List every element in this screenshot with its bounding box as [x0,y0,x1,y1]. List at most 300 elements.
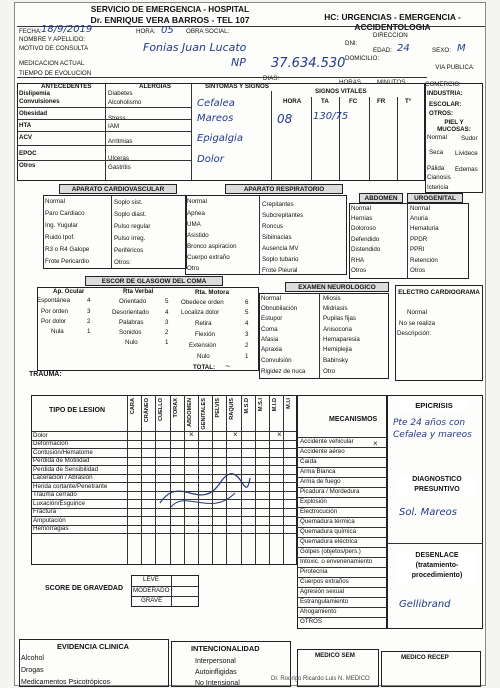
lesion-label: Deformacion [33,440,69,447]
resp-item: Subcrepitantes [262,212,304,219]
diagnostico-text[interactable]: Sol. Mareos [399,507,457,518]
antecedente-item: Obesidad [19,110,48,117]
dias-label: DIAS: [263,75,280,82]
glasgow-verbal: Palabras [119,319,144,326]
region-col-line [241,395,242,565]
region-col-line [269,395,270,565]
abdomen-item: Normal [351,205,371,212]
tiempo-label: TIEMPO DE EVOLUCION [19,70,92,77]
glasgow-total-mark: ~ [225,361,231,371]
nombre-value[interactable]: Fonias Juan Lucato [143,41,247,54]
piel-item: Lividece [455,150,478,157]
col-line [407,203,408,279]
antecedente-item: Arritmias [108,138,133,145]
cardio-item: Soplo sist. [114,199,143,206]
col-line [339,97,340,181]
urogenital-item: Retención [410,257,438,264]
antecedente-item: HTA [19,122,32,129]
mecanismo-item: Picadura / Mordedura [300,488,360,495]
cardio-item: R3 o R4 Galope [45,246,90,253]
fecha-label: FECHA: [19,28,42,35]
motivo-label: MOTIVO DE CONSULTA [19,45,89,52]
abdomen-item: RHA [351,257,365,264]
cardio-item: Normal [45,198,65,205]
edad-value[interactable]: 24 [397,43,410,54]
abdomen-item: Distendido [351,246,381,253]
check-mark: × [233,430,238,439]
antecedente-item: Dislipemia [19,90,50,97]
glasgow-score: 2 [165,329,169,336]
glasgow-score: 4 [245,320,249,327]
signos-col-fc: FC [349,98,358,105]
glasgow-score: 1 [87,328,91,335]
mecanismo-row-line [297,587,387,588]
urogenital-item: Hematuria [410,225,439,232]
mecanismo-item: Arma Blanca [300,468,336,475]
edad-label: EDAD: [373,47,392,54]
region-col-line [198,395,199,565]
cardio-item: Ing. Yugular [45,222,78,229]
mecanismo-row-line [297,557,387,558]
mecanismo-row-line [297,447,387,448]
mecanismo-row-line [297,497,387,498]
ecg-descripcion: Descripción: [397,330,432,337]
region-label-torax: TORAX [172,398,179,418]
sexo-value[interactable]: M [457,43,466,54]
cardio-item: Frote Pericardio [45,258,90,265]
mecanismo-item: OTROS [300,618,323,625]
check-mark: × [277,430,282,439]
resp-item: Asistido [187,232,209,239]
rule [17,77,427,78]
obra-social-label: OBRA SOCIAL: [186,28,230,35]
signos-head: SIGNOS VITALES [315,88,367,95]
hora-value[interactable]: 05 [161,25,174,36]
signos-col-t: T° [405,98,412,105]
trauma-label: TRAUMA: [29,371,62,378]
intencionalidad-item: Autoinfligidas [195,669,237,676]
emergency-form [14,2,486,686]
resp-item: Sibilnacias [262,234,292,241]
antecedente-item: ACV [19,134,33,141]
neuro-item: Normal [261,295,281,302]
glasgow-score: 5 [245,309,249,316]
mecanismo-item: Caída [300,458,317,465]
antecedente-item: Ulceras [108,155,129,162]
piel-item: Seca [429,149,444,156]
region-label-pelvis: PELVIS [215,398,222,418]
resp-item: Normal [187,198,207,205]
resp-item: Apnea [187,210,205,217]
mecanismo-row-line [297,607,387,608]
escolar-label: ESCOLAR: [429,101,462,108]
region-label-cuello: CUELLO [158,398,165,421]
rule [17,160,191,161]
lesion-row-line [31,508,297,509]
cardio-item: Soplo diast. [114,211,147,218]
glasgow-verbal: Orientado [119,298,147,305]
lesion-label: Fractura [33,508,57,515]
region-col-line [184,395,185,565]
region-label-msd: M.S.D [243,398,250,414]
sintomas-head: SINTOMAS Y SIGNOS [205,83,269,90]
lesion-label: Laceración / Abrasión [33,474,93,481]
lesion-row-line [31,516,297,517]
col-line [259,195,260,275]
glasgow-ocular: Nula [51,328,64,335]
check-mark: × [373,439,378,448]
urogenital-item: PPDR [410,236,428,243]
mecanismo-row-line [297,507,387,508]
urogenital-header: UROGENITAL [407,193,463,203]
antecedente-item: Convulsiones [19,98,60,105]
mecanismo-item: Quemadura térmica [300,518,355,525]
abdomen-item: Defendido [351,236,380,243]
glasgow-total: TOTAL: [193,364,216,371]
industria-label: INDUSTRIA: [427,90,463,97]
cardio-item: Periféricos [114,247,144,254]
region-label-crneo: CRÁNEO [144,398,151,423]
mecanismo-item: Arma de fuego [300,478,341,485]
glasgow-col: Rta. Motora [195,289,230,296]
diagnostico-header: DIAGNOSTICO PRESUNTIVO [397,475,477,497]
rule [17,107,191,108]
intencionalidad-item: Interpersonal [195,658,236,665]
glasgow-score: 1 [165,339,169,346]
mecanismo-item: Accidente vehicular [300,438,354,445]
resp-item: Roncus [262,223,283,230]
minutos-label: MINUTOS [377,79,406,86]
score-leve: LEVE [143,576,159,583]
mecanismo-row-line [297,577,387,578]
glasgow-score: 6 [245,299,249,306]
doctor-stamp: Dr. Rodrigo Ricardo Luis N. MEDICO [271,676,370,682]
neuro-item: Midriasis [323,305,348,312]
neuro-item: Afasia [261,336,279,343]
region-label-mid: M.I.D [272,398,278,412]
mecanismo-item: Cuerpos extraños [300,578,349,585]
glasgow-score: 5 [165,298,169,305]
neuro-item: Hemiplejia [323,346,352,353]
urogenital-item: Otros [410,267,426,274]
lesion-label: Perdida de Motilidad [33,457,90,464]
rule [387,543,483,544]
abdomen-item: Otros [351,267,367,274]
glasgow-motora: Flexión [195,331,215,338]
antecedente-item: Otros [19,162,36,169]
col-line [369,97,370,181]
medicacion-value[interactable]: NP [231,56,246,69]
mecanismo-row-line [297,437,387,438]
hc-title: HC: URGENCIAS - EMERGENCIA - ACCIDENTOLOGIA [324,12,461,32]
mecanismo-item: Ahogamiento [300,608,337,615]
col-line [397,97,398,181]
glasgow-score: 3 [245,331,249,338]
mecanismo-row-line [297,537,387,538]
cardio-header: APARATO CARDIOVASCULAR [59,184,177,194]
antecedente-item: Diabetes [108,90,133,97]
glasgow-col: Ap. Ocular [53,288,85,295]
mecanismos-head: MECANISMOS [329,416,378,423]
mecanismo-item: Agresión sexual [300,588,345,595]
dni-label: DNI: [345,40,358,47]
score-head: SCORE DE GRAVEDAD [45,585,124,592]
abdomen-item: Hernias [351,215,373,222]
rule [17,131,191,132]
glasgow-ocular: Por dolor [41,318,67,325]
glasgow-table [37,287,259,371]
evidencia-item: Medicamentos Psicotrópicos [21,679,111,686]
lesion-row-line [31,533,297,534]
piel-item: Pálida [427,165,445,172]
doctor-title: Dr. ENRIQUE VERA BARROS - TEL 107 [90,15,250,25]
urogenital-item: Anuria [410,215,428,222]
mecanismo-item: Intoxic. o envenenamiento [300,558,373,565]
glasgow-col: Rta Verbal [123,288,154,295]
via-publica-label: VIA PUBLICA: [435,64,475,71]
region-label-abdomen: ABDOMEN [186,398,193,427]
sintoma-1[interactable]: Cefalea [197,98,235,109]
neuro-item: Apraxia [261,346,282,353]
glasgow-score: 2 [245,342,249,349]
mecanismo-row-line [297,527,387,528]
lesion-label: Dolor [33,431,48,439]
piel-item: Ictericia [427,184,449,191]
neuro-item: Hemaparesia [323,336,360,343]
mecanismo-item: Quemadura química [300,528,357,535]
medico-recep-label: MEDICO RECEP [401,654,449,661]
glasgow-motora: Obedece orden [181,299,224,306]
lesion-label: Luxación/Esguince [33,499,85,507]
cardio-item: Pulso regular [114,223,151,230]
rule [17,119,191,120]
epicrisis-header: EPICRISIS [399,401,469,411]
mecanismo-row-line [297,487,387,488]
sintoma-2[interactable]: Mareos [197,113,234,124]
piel-item: Normal [427,134,447,141]
signos-col-hora: HORA [283,98,302,105]
col-line [191,83,192,181]
lesion-label: Herida cortante/Penetrante [33,482,108,490]
rule [17,145,191,146]
glasgow-score: 3 [165,319,169,326]
sintoma-4[interactable]: Dolor [197,154,224,165]
glasgow-verbal: Desorientado [112,309,149,316]
signos-ta-value[interactable]: 130/75 [313,111,349,122]
col-line [319,293,320,379]
mecanismo-item: Estrangulamiento [300,598,349,605]
mecanismo-row-line [297,597,387,598]
evidencia-head: EVIDENCIA CLINICA [57,642,129,651]
region-label-raquis: RAQUIS [229,398,236,420]
neuro-item: Estupor [261,315,283,322]
urogenital-item: PPRI [410,246,425,253]
evidencia-item: Alcohol [21,655,44,662]
lesion-row-line [31,525,297,526]
fecha-value[interactable]: 18/9/2019 [41,24,93,35]
neuro-item: Convulsión [261,357,292,364]
hora-label: HORA: [136,28,156,35]
mecanismo-row-line [297,547,387,548]
resp-header: APARATO RESPIRATORIO [225,184,343,194]
glasgow-score: 4 [87,297,91,304]
intencionalidad-item: No Intensional [195,680,240,687]
region-col-line [155,395,156,565]
neuro-item: Miosis [323,295,341,302]
neuro-item: Coma [261,326,278,333]
glasgow-score: 2 [87,318,91,325]
region-label-msi: M.S.I [257,398,264,412]
signos-col-fr: FR [377,98,386,105]
mecanismo-item: Pirotecnia [300,568,328,575]
glasgow-score: 4 [165,309,169,316]
resp-item: Bronco aspiracion [187,243,237,250]
mecanismo-item: Explosión [300,498,327,505]
glasgow-ocular: Espontánea [37,297,71,304]
signos-hora-value[interactable]: 08 [277,112,293,126]
antecedentes-head: ANTECEDENTES [41,83,92,90]
mecanismo-item: Electrocución [300,508,338,515]
resp-item: Soplo tubario [262,256,299,263]
alergias-head: ALERGIAS [139,83,171,90]
scribble-mark [150,463,260,523]
glasgow-motora: Retira [195,320,212,327]
mecanismo-row-line [297,567,387,568]
ecg-title: ELECTRO CARDIOGRAMA [398,289,480,296]
region-label-mii: M.I.I [286,398,293,409]
piel-item: Edemas [455,166,478,173]
neuro-item: Otro [323,368,336,375]
glasgow-score: 3 [87,308,91,315]
antecedente-item: Gastritis [108,164,131,171]
antecedente-item: EPOC [19,150,37,157]
neuro-item: Babinsky [323,357,349,364]
glasgow-motora: Extensión [189,342,217,349]
lesion-label: Trauma cerrado [33,491,77,498]
lesion-row-line [31,440,297,441]
intencionalidad-head: INTENCIONALIDAD [191,644,260,653]
glasgow-ocular: Por orden [41,308,69,315]
medicacion-label: MEDICACION ACTUAL [19,60,85,67]
col-line [311,97,312,181]
desenlace-text[interactable]: Gellibrand [399,599,451,610]
mecanismo-row-line [297,467,387,468]
resp-item: Frote Pleural [262,267,298,274]
antecedente-item: Alcoholismo [108,99,142,106]
piel-label: PIEL Y MUCOSAS: [437,119,471,133]
rule [131,596,199,597]
antecedente-item: Stress [108,115,126,122]
region-col-line [141,395,142,565]
col-line [111,195,112,269]
mecanismo-item: Accidente aéreo [300,448,345,455]
mecanismo-item: Quemadura eléctrica [300,538,358,545]
region-col-line [255,395,256,565]
resp-item: Cuerpo extraño [187,254,230,261]
otros-label: OTROS: [429,110,454,117]
domicilio-label: DOMICILIO: [345,55,380,62]
desenlace-header: DESENLACE (tratamiento-procedimiento) [397,551,477,585]
evidencia-item: Drogas [21,667,44,674]
cardio-item: Otros: [114,259,131,266]
direccion-label: DIRECCION [373,32,408,39]
region-label-cara: CARA [130,398,136,415]
horas-label: HORAS [339,79,362,86]
mecanismo-row-line [297,517,387,518]
resp-item: Ausencia MV [262,245,299,252]
cardio-item: Paro Cardiaco [45,210,85,217]
region-col-line [226,395,227,565]
ecg-normal: Normal [407,309,427,316]
col-line [171,575,172,607]
glasgow-motora: Localiza dolor [181,309,220,316]
sintoma-3[interactable]: Epigalgia [197,133,243,144]
neuro-item: Anisocoria [323,326,352,333]
region-label-genitales: GENITALES [201,398,207,430]
glasgow-header: ESCOR DE GLASGOW DEL COMA [85,276,223,286]
glasgow-score: 1 [245,353,249,360]
lesion-label: Amputación [33,516,66,524]
cardio-item: Pulso irreg. [114,235,146,242]
piel-item: Cianosis [427,174,451,181]
lesion-label: Perdida de Sensibilidad [33,465,99,473]
score-grave: GRAVE [141,597,163,604]
region-col-line [283,395,284,565]
glasgow-verbal: Nulo [125,339,138,346]
nombre-label: NOMBRE Y APELLIDO: [19,36,86,43]
abdomen-item: Doloroso [351,225,376,232]
neuro-item: Rigidez de nuca [261,368,306,375]
mecanismo-row-line [297,617,387,618]
region-col-line [212,395,213,565]
glasgow-verbal: Sonidos [119,329,142,336]
rule [131,586,199,587]
dni-value[interactable]: 37.634.530 [271,56,346,71]
urogenital-item: Normal [410,205,430,212]
sexo-label: SEXO: [432,47,451,54]
resp-item: UMA [187,221,201,228]
lesion-label: Contusión/Hematome [33,448,93,456]
neuro-header: EXAMEN NEUROLOGICO [285,282,389,292]
region-col-line [127,395,128,565]
signos-col-ta: TA [321,98,329,105]
hospital-title: SERVICIO DE EMERGENCIA - HOSPITAL [90,5,250,14]
resp-item: Crepitantes [262,201,294,208]
rule [31,431,297,432]
col-line [271,91,272,181]
mecanismo-item: Golpes (objetos/pers.) [300,548,361,555]
epicrisis-text[interactable]: Pte 24 años con Cefalea y mareos [393,418,472,440]
lesion-label: Hemorragias [33,525,69,532]
check-mark: × [189,430,194,439]
mecanismo-row-line [297,477,387,478]
ecg-no-realiza: No se realiza [399,320,436,327]
neuro-item: Pupilas fijas [323,315,357,322]
antecedente-item: IAM [108,123,120,130]
medico-sem-label: MEDICO SEM [315,652,355,659]
abdomen-header: ABDOMEN [359,193,403,203]
col-line [105,83,106,181]
piel-item: Sudor [461,135,478,142]
tipo-lesion-head: TIPO DE LESION [49,407,106,414]
mecanismo-row-line [297,457,387,458]
region-col-line [170,395,171,565]
comercio-label: COMERCIO: [425,81,461,88]
glasgow-motora: Nulo [197,353,210,360]
neuro-item: Obnubilación [261,305,298,312]
resp-item: Otro [187,265,200,272]
cardio-item: Ruido Ipof. [45,234,75,241]
